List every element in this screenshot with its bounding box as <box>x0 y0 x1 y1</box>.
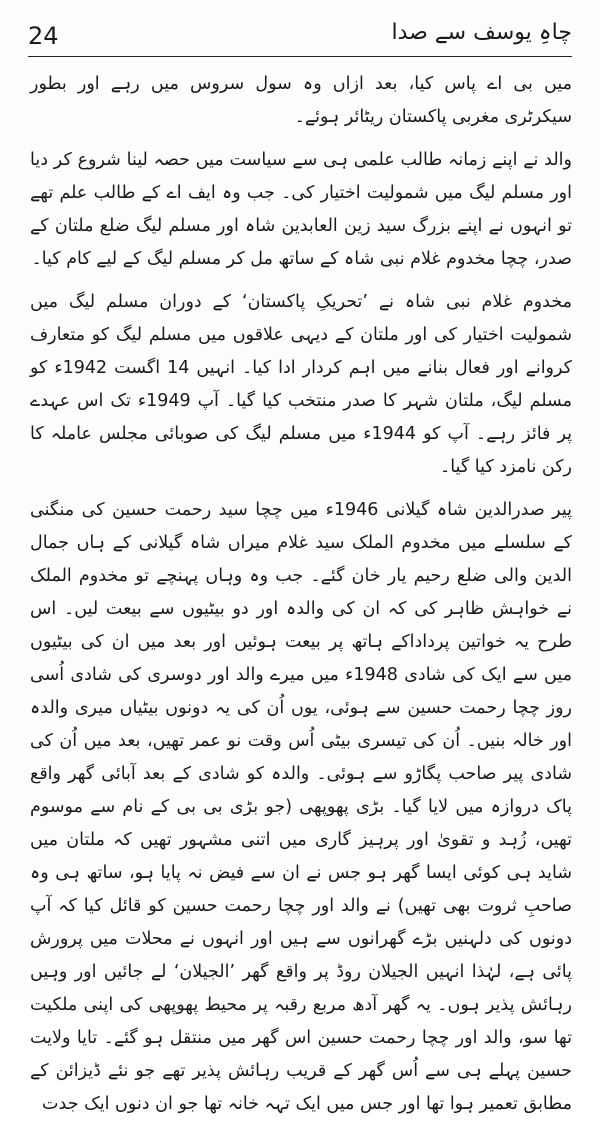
page-number: 24 <box>28 22 59 50</box>
paragraph: میں بی اے پاس کیا، بعد ازاں وہ سول سروس میں رہے اور بطور سیکرٹری مغربی پاکستان ریٹائر ہوئے۔ <box>30 74 572 127</box>
header-rule <box>28 56 572 57</box>
paragraph: مخدوم غلام نبی شاہ نے ’تحریکِ پاکستان‘ کے دوران مسلم لیگ میں شمولیت اختیار کی اور ملتان کے دیہی علاقوں میں مسلم لیگ کو متعارف کروانے اور فعال بنانے میں اہم کردار ادا کیا۔ انہیں 14 اگست 1942ء کو مسلم لیگ، ملتان شہر کا صدر منتخب کیا گیا۔ آپ 1949ء تک اس عہدے پر فائز رہے۔ آپ کو 1944ء میں مسلم لیگ کی صوبائی مجلس عاملہ کا رکن نامزد کیا گیا۔ <box>30 292 572 477</box>
paragraph: والد نے اپنے زمانہ طالب علمی ہی سے سیاست میں حصہ لینا شروع کر دیا اور مسلم لیگ میں شمولیت اختیار کی۔ جب وہ ایف اے کے طالب علم تھے تو انہوں نے اپنے بزرگ سید زین العابدین شاہ اور مسلم لیگ ضلع ملتان کے صدر، چچا مخدوم غلام نبی شاہ کے ساتھ مل کر مسلم لیگ کے لیے کام کیا۔ <box>30 150 572 269</box>
running-title: چاہِ یوسف سے صدا <box>391 20 572 45</box>
paragraph: پیر صدرالدین شاہ گیلانی 1946ء میں چچا سید رحمت حسین کی منگنی کے سلسلے میں مخدوم الملک سید غلام میراں شاہ گیلانی کے ہاں جمال الدین والی ضلع رحیم یار خان گئے۔ جب وہ وہاں پہنچے تو مخدوم الملک نے خواہش ظاہر کی کہ ان کی والدہ اور دو بیٹیوں سے بیعت لیں۔ اس طرح یہ خواتین پرداداکے ہاتھ پر بیعت ہوئیں اور بعد میں ان کی بیٹیوں میں سے ایک کی شادی 1948ء میں میرے والد اور دوسری کی شادی اُسی روز چچا رحمت حسین سے ہوئی، یوں اُن کی یہ دونوں بیٹیاں میری والدہ اور خالہ بنیں۔ اُن کی تیسری بیٹی اُس وقت نو عمر تھیں، بعد میں اُن کی شادی پیر صاحب پگاڑو سے ہوئی۔ والدہ کو شادی کے بعد آبائی گھر واقع پاک دروازہ میں لایا گیا۔ بڑی پھوپھی (جو بڑی بی بی کے نام سے موسوم تھیں، زُہد و تقویٰ اور پرہیز گاری میں اتنی مشہور تھیں کہ ملتان میں شاید ہی کوئی ایسا گھر ہو جس نے ان سے فیض نہ پایا ہو، ساتھ ہی وہ صاحبِ ثروت بھی تھیں) نے والد اور چچا رحمت حسین کو قائل کیا کہ آپ دونوں کی دلہنیں بڑے گھرانوں سے ہیں اور انہوں نے محلات میں پرورش پائی ہے، لہٰذا انہیں الجیلان روڈ پر واقع گھر ’الجیلان‘ لے جائیں اور وہیں رہائش پذیر ہوں۔ یہ گھر آدھ مربع رقبہ پر محیط پھوپھی کی اپنی ملکیت تھا سو، والد اور چچا رحمت حسین اس گھر میں منتقل ہو گئے۔ تایا ولایت حسین پہلے ہی سے اُس گھر کے قریب رہائش پذیر تھے جو نئے ڈیزائن کے مطابق تعمیر ہوا تھا اور جس میں ایک تہہ خانہ تھا جو ان دنوں ایک جدت <box>30 500 573 1114</box>
page-header <box>28 18 572 58</box>
body-text <box>30 68 572 1121</box>
